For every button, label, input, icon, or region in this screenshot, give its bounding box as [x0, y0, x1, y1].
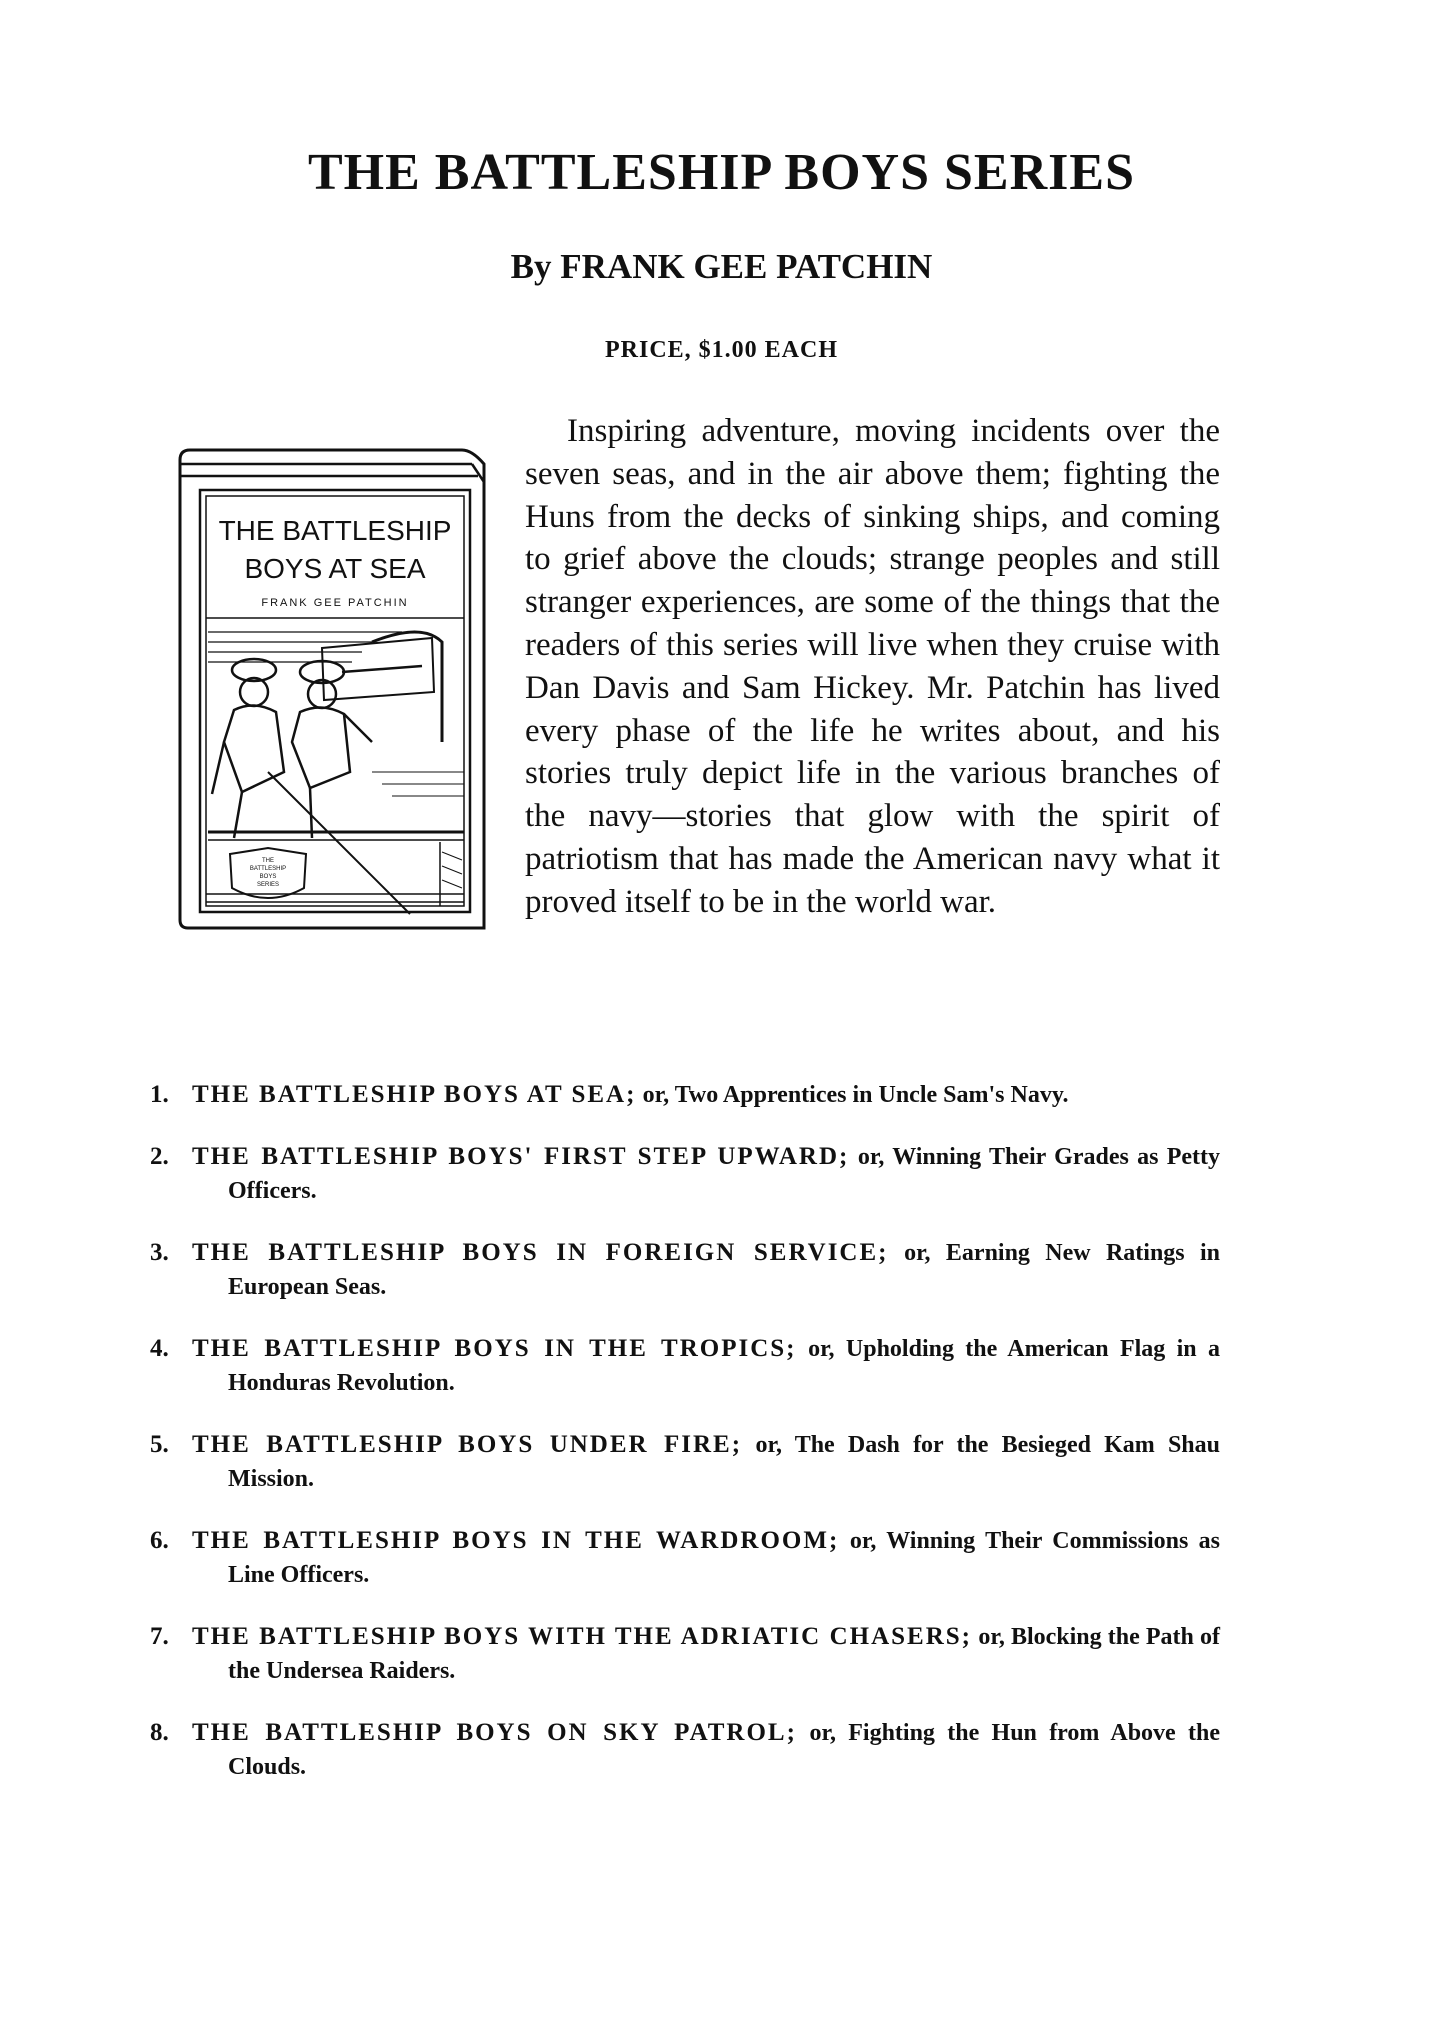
book-title: THE BATTLESHIP BOYS IN FOREIGN SERVICE; [192, 1239, 889, 1266]
book-number: 6. [150, 1527, 169, 1554]
book-subtitle: or, Blocking the Path of the Undersea Raiders. [228, 1624, 1220, 1684]
book-subtitle: or, The Dash for the Besieged Kam Shau Mission. [228, 1432, 1220, 1492]
book-item [150, 1078, 1220, 1112]
series-title: THE BATTLESHIP BOYS SERIES [307, 144, 1136, 201]
cover-badge-line4: SERIES [256, 882, 280, 888]
cover-badge-line1: THE [262, 858, 274, 864]
book-title: THE BATTLESHIP BOYS UNDER FIRE; [192, 1431, 743, 1458]
book-item [150, 1620, 1220, 1688]
book-cover-illustration [172, 442, 494, 932]
price-line: PRICE, $1.00 EACH [604, 337, 838, 363]
cover-badge-line2: BATTLESHIP [249, 866, 287, 872]
cover-title-line2: BOYS AT SEA [244, 553, 426, 584]
cover-author: FRANK GEE PATCHIN [261, 597, 409, 609]
book-number: 1. [150, 1081, 169, 1108]
book-subtitle: or, Upholding the American Flag in a Honduras Revolution. [228, 1336, 1220, 1396]
book-item [150, 1428, 1220, 1496]
description-text: Inspiring adventure, moving incidents over the seven seas, and in the air above them; fighting the Huns from the decks of sinking ships, and coming to grief above the clouds; strange peoples and still stranger experiences, are some of the things that the readers of this series will live when they cruise with Dan Davis and Sam Hickey. Mr. Patchin has lived every phase of the life he writes about, and his stories truly depict life in the various branches of the navy—stories that glow with the spirit of patriotism that has made the American navy what it proved itself to be in the world war. [525, 413, 1220, 920]
book-number: 8. [150, 1719, 169, 1746]
cover-title-line1: THE BATTLESHIP [218, 515, 452, 546]
book-number: 5. [150, 1431, 169, 1458]
cover-badge-line3: BOYS [259, 874, 277, 880]
book-title: THE BATTLESHIP BOYS IN THE WARDROOM; [192, 1527, 840, 1554]
book-title: THE BATTLESHIP BOYS' FIRST STEP UPWARD; [192, 1143, 850, 1170]
book-number: 4. [150, 1335, 169, 1362]
book-subtitle: or, Fighting the Hun from Above the Clouds. [228, 1720, 1220, 1780]
book-number: 2. [150, 1143, 169, 1170]
book-title: THE BATTLESHIP BOYS WITH THE ADRIATIC CHASERS; [192, 1623, 972, 1650]
book-item [150, 1524, 1220, 1592]
author-line: By FRANK GEE PATCHIN [510, 247, 933, 286]
book-number: 7. [150, 1623, 169, 1650]
book-title: THE BATTLESHIP BOYS ON SKY PATROL; [192, 1719, 797, 1746]
book-list [150, 1078, 1220, 1812]
book-number: 3. [150, 1239, 169, 1266]
book-title: THE BATTLESHIP BOYS AT SEA; [192, 1081, 637, 1108]
book-item [150, 1140, 1220, 1208]
book-item [150, 1332, 1220, 1400]
book-title: THE BATTLESHIP BOYS IN THE TROPICS; [192, 1335, 797, 1362]
book-item [150, 1716, 1220, 1784]
book-subtitle: or, Two Apprentices in Uncle Sam's Navy. [642, 1082, 1069, 1108]
book-subtitle: or, Winning Their Commissions as Line Officers. [228, 1528, 1220, 1588]
book-item [150, 1236, 1220, 1304]
book-subtitle: or, Winning Their Grades as Petty Officers. [228, 1144, 1221, 1204]
book-subtitle: or, Earning New Ratings in European Seas. [228, 1240, 1221, 1300]
